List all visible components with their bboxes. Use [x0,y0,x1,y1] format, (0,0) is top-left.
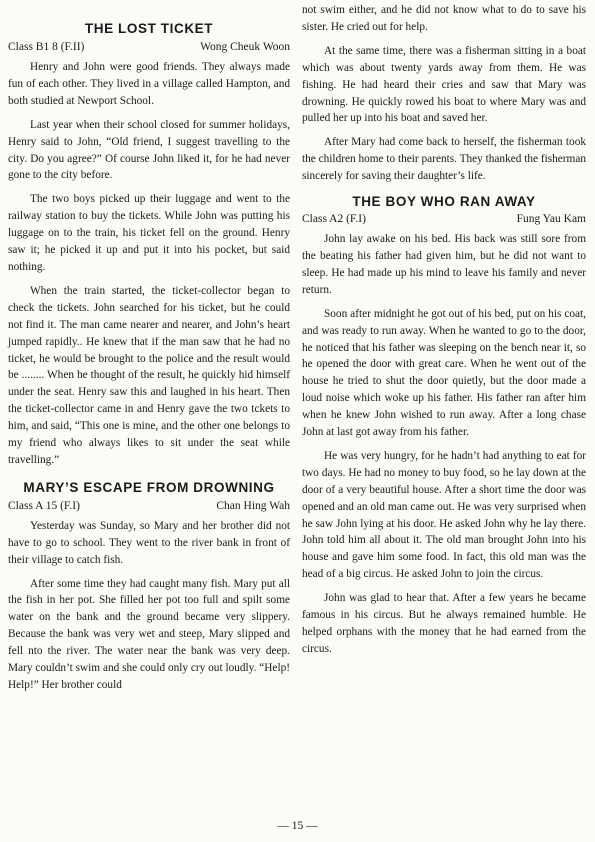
paragraph-continued: not swim either, and he did not know what to do to save his sister. He cried out for help. [302,4,586,33]
paragraph: Yesterday was Sunday, so Mary and her brother did not have to go to school. They went to the river bank in front of their village to catch fish. [8,519,290,566]
byline [8,39,290,55]
byline [8,498,290,514]
author-name: Chan Hing Wah [216,499,290,512]
paragraph: John lay awake on his bed. His back was still sore from the beating his father had given him, but he did not want to sleep. He had made up his mind to leave his family and never return. [302,233,586,296]
author-name: Wong Cheuk Woon [200,41,290,53]
page-number: — 15 — [277,820,318,832]
paragraph: When the train started, the ticket-collector began to check the tickets. John searched for his ticket, but he could not find it. The man came nearer and nearer, and John’s heart jumped rapidly.. He knew that if the man saw that he had no ticket, he would be brought to the police and the result would be ........ When he thought of the result, he quickly hid himself under the seat. Henry saw this and laughed in his heart. Then the ticket-collector came in and Henry gave the two tckets to him, and said, “This one is mine, and the other one belongs to my friend who always likes to sit under the seat while travelling.” [8,284,290,466]
class-label: Class B1 8 (F.II) [8,41,85,53]
right-column [302,0,586,665]
paragraph: After some time they had caught many fish. Mary put all the fish in her pot. She filled her pot too full and spilt some water on the bank and the ground became very slippery. Because the bank was very wet and steep, Mary slipped and fell nto the river. The water near the bank was very deep. Mary couldn’t swim and she could only cry out loudly. “Help! Help!” Her brother could [8,577,290,691]
paragraph: John was glad to hear that. After a few years he became famous in his circus. But he always remained humble. He helped orphans with the money that he had earned from the circus. [302,592,586,655]
byline [302,211,586,227]
paragraph: The two boys picked up their luggage and went to the railway station to buy the tickets. While John was putting his luggage on to the train, his ticket fell on the ground. Henry saw it; he picked it up and put it into his pocket, but said nothing. [8,193,290,273]
paragraph: Henry and John were good friends. They always made fun of each other. They lived in a village called Hampton, and both studied at Newport School. [8,61,290,107]
paragraph: He was very hungry, for he hadn’t had anything to eat for two days. He had no money to buy food, so he lay down at the door of a very beautiful house. After a short time the door was opened and an old man came out. He was very surprised when he saw John lying at his door. He asked John why he lay there. John told him all about it. The old man brought John into his house and gave him some food. In fact, this old man was the head of a big circus. He asked John to join the circus. [302,449,586,581]
left-column [8,0,290,694]
author-name: Fung Yau Kam [516,213,586,226]
paragraph: After Mary had come back to herself, the fisherman took the children home to their parents. They thanked the fisherman sincerely for saving their daughter’s life. [302,136,587,183]
paragraph: Last year when their school closed for summer holidays, Henry said to John, “Old friend, I suggest travelling to the city. Do you agree?” Of course John liked it, for he had never gone to the city before. [8,118,290,182]
paragraph: Soon after midnight he got out of his bed, put on his coat, and was ready to run away. When he wanted to go to the door, he noticed that his father was sleeping on the bench near it, so he opened the door with great care. When he went out of the house he tried to shut the door quietly, but the door made a loud noise which woke up his father. His father ran after him when he knew John wished to run away. After a long chase John at last got away from his father. [302,307,586,439]
class-label: Class A2 (F.I) [302,213,366,226]
story-title: THE BOY WHO RAN AWAY [352,194,536,210]
story-title: MARY’S ESCAPE FROM DROWNING [23,479,275,495]
class-label: Class A 15 (F.I) [8,499,80,512]
paragraph: At the same time, there was a fisherman sitting in a boat which was about twenty yards away from them. He was fishing. He had heard their cries and saw that Mary was drowning. He quickly rowed his boat to where Mary was and pulled her up into his boat and saved her. [302,44,586,125]
story-title: THE LOST TICKET [84,21,214,36]
